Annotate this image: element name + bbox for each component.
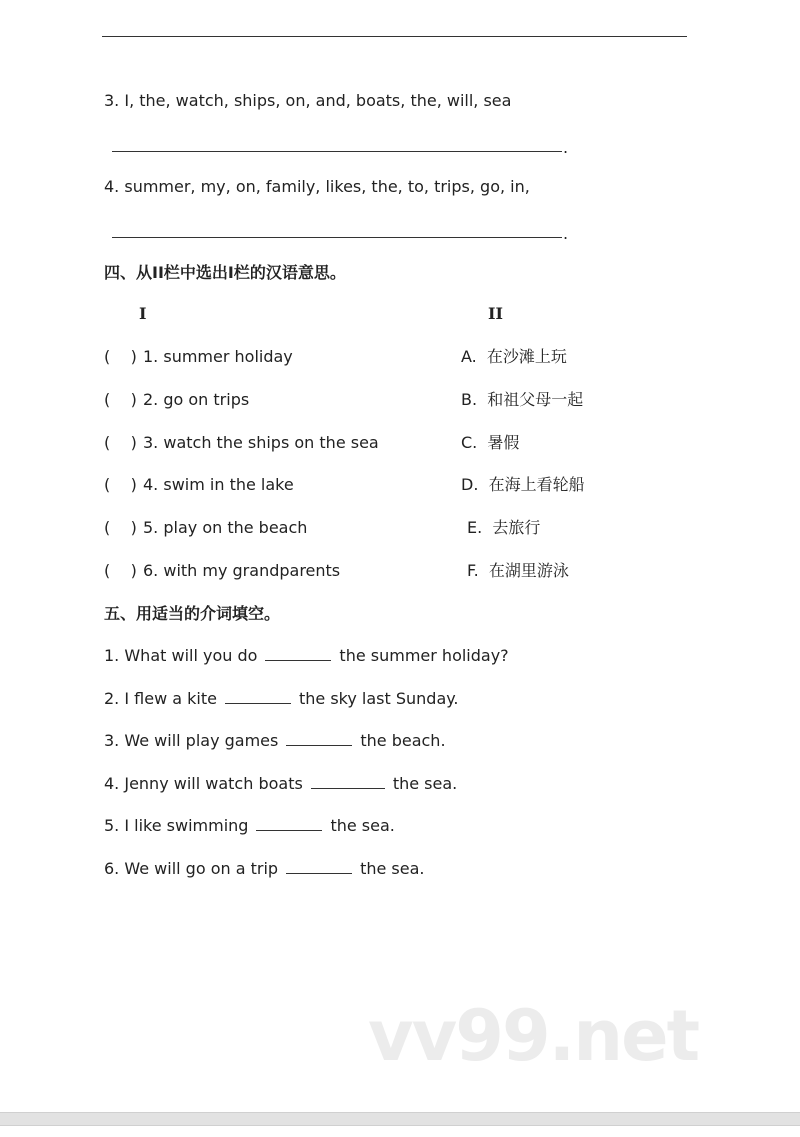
sentence-end: the beach. xyxy=(360,731,446,751)
watermark: vv99.net xyxy=(368,995,699,1077)
top-rule xyxy=(102,36,687,37)
answer-line-3[interactable] xyxy=(112,151,562,152)
sentence-end: the summer holiday? xyxy=(339,646,509,665)
sentence-start: 1. What will you do xyxy=(104,646,258,665)
matching-answer-blank[interactable]: ( ) xyxy=(104,432,137,452)
answer-period: . xyxy=(563,224,569,243)
blank-input[interactable] xyxy=(265,646,331,661)
reorder-item-3: 3. I, the, watch, ships, on, and, boats, the, will, sea xyxy=(104,91,512,110)
sentence-start: 5. I like swimming xyxy=(104,816,249,836)
fill-blank-item xyxy=(104,689,459,709)
reorder-item-4: 4. summer, my, on, family, likes, the, to, trips, go, in, xyxy=(104,177,530,196)
matching-answer-blank[interactable]: ( ) xyxy=(104,475,137,495)
page-separator xyxy=(0,1112,800,1126)
matching-item-english: 2. go on trips xyxy=(143,389,250,409)
matching-item-english: 3. watch the ships on the sea xyxy=(143,432,379,452)
fill-blank-item xyxy=(104,859,424,879)
sentence-start: 2. I flew a kite xyxy=(104,688,217,708)
fill-blank-item xyxy=(104,774,457,794)
matching-item-english: 6. with my grandparents xyxy=(143,561,341,580)
sentence-end: the sea. xyxy=(330,816,395,836)
column-ii-header: II xyxy=(488,304,503,323)
blank-input[interactable] xyxy=(256,816,322,831)
blank-input[interactable] xyxy=(225,689,291,704)
section4-heading: 四、从II栏中选出I栏的汉语意思。 xyxy=(104,263,346,282)
matching-item-chinese: F. 在湖里游泳 xyxy=(467,561,569,580)
matching-item-english: 5. play on the beach xyxy=(143,518,308,538)
matching-item-chinese: A. 在沙滩上玩 xyxy=(461,347,567,366)
sentence-start: 3. We will play games xyxy=(104,731,279,751)
matching-answer-blank[interactable]: ( ) xyxy=(104,389,137,409)
fill-blank-item xyxy=(104,816,395,836)
fill-blank-item xyxy=(104,646,509,666)
matching-item-chinese: E. 去旅行 xyxy=(467,518,541,538)
matching-item-chinese: D. 在海上看轮船 xyxy=(461,475,585,495)
answer-line-4[interactable] xyxy=(112,237,562,238)
blank-input[interactable] xyxy=(286,731,352,746)
blank-input[interactable] xyxy=(311,774,385,789)
matching-item-english: 1. summer holiday xyxy=(143,347,293,366)
matching-item-english: 4. swim in the lake xyxy=(143,475,294,495)
sentence-end: the sea. xyxy=(360,859,425,878)
fill-blank-item xyxy=(104,731,446,751)
matching-answer-blank[interactable]: ( ) xyxy=(104,518,137,538)
sentence-start: 6. We will go on a trip xyxy=(104,859,279,878)
matching-answer-blank[interactable]: ( ) xyxy=(104,347,137,366)
column-i-header: I xyxy=(139,304,147,323)
sentence-end: the sky last Sunday. xyxy=(298,688,459,708)
matching-item-chinese: B. 和祖父母一起 xyxy=(461,389,584,409)
section5-heading: 五、用适当的介词填空。 xyxy=(104,604,281,623)
blank-input[interactable] xyxy=(286,859,352,874)
sentence-start: 4. Jenny will watch boats xyxy=(104,773,303,793)
matching-item-chinese: C. 暑假 xyxy=(461,432,520,452)
sentence-end: the sea. xyxy=(392,773,458,793)
answer-period: . xyxy=(563,138,569,157)
matching-answer-blank[interactable]: ( ) xyxy=(104,561,137,580)
